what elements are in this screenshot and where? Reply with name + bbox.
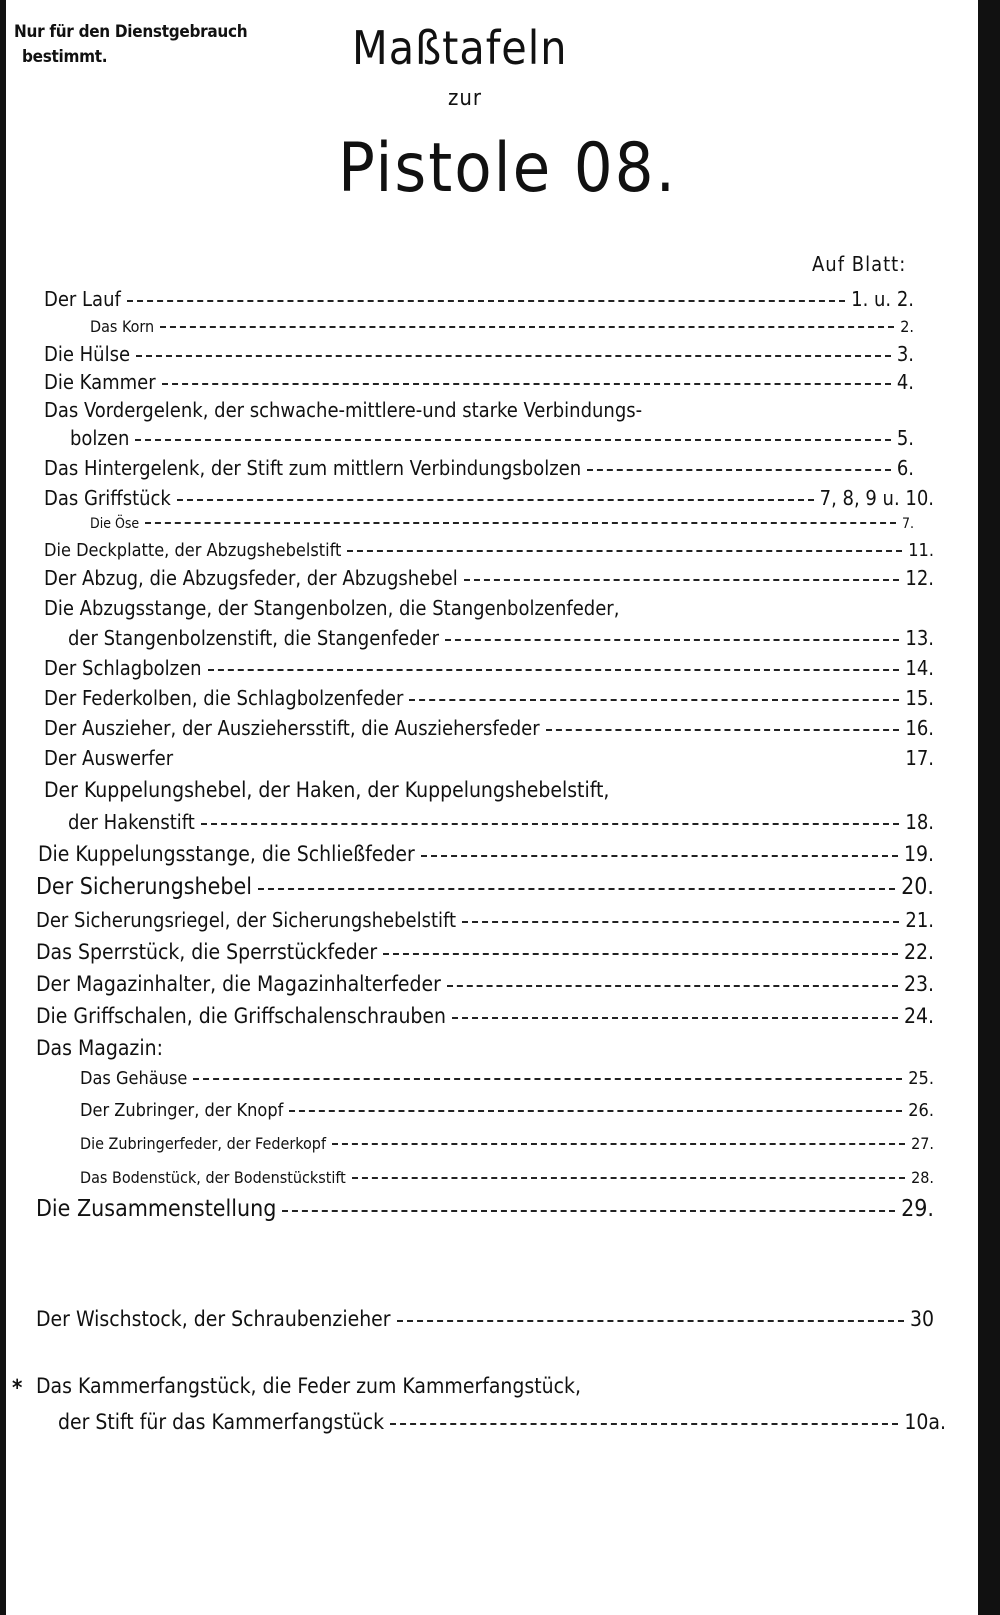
leader-dots xyxy=(464,579,900,581)
toc-entry-label: der Stift für das Kammerfangstück xyxy=(58,1410,385,1434)
leader-dots xyxy=(136,355,891,357)
toc-entry-page: 11. xyxy=(908,540,934,561)
leader-dots xyxy=(347,550,902,552)
toc-entry-label: Das Kammerfangstück, die Feder zum Kammerfangstück, xyxy=(36,1374,581,1398)
toc-entry-page: 27. xyxy=(911,1134,934,1153)
leader-dots xyxy=(193,1078,902,1080)
toc-entry-page: 15. xyxy=(905,686,934,710)
toc-entry-page: 13. xyxy=(905,626,934,650)
toc-entry-label: Der Magazinhalter, die Magazinhalterfeder xyxy=(36,972,441,996)
title-line-1: Maßtafeln xyxy=(352,21,568,75)
toc-entry-label: Das Vordergelenk, der schwache-mittlere-und starke Verbindungs- xyxy=(44,398,643,422)
usage-notice-line-2: bestimmt. xyxy=(22,47,108,67)
toc-entry xyxy=(44,540,934,561)
toc-entry-label: Der Sicherungsriegel, der Sicherungshebelstift xyxy=(36,908,457,932)
leader-dots xyxy=(282,1210,895,1212)
toc-entry xyxy=(70,426,914,450)
toc-entry-page: 23. xyxy=(903,972,934,996)
toc-entry-page: 24. xyxy=(903,1004,934,1028)
toc-entry-wrapped xyxy=(44,778,609,802)
leader-dots xyxy=(383,953,898,955)
toc-entry-page: 28. xyxy=(911,1168,934,1187)
title-line-3: Pistole 08. xyxy=(338,129,677,208)
right-border xyxy=(978,0,1000,1615)
toc-entry-page: 10a. xyxy=(904,1410,946,1434)
toc-entry-page: 22. xyxy=(903,940,934,964)
toc-entry xyxy=(80,1168,934,1187)
toc-entry-page: 12. xyxy=(905,566,934,590)
leader-dots xyxy=(135,439,890,441)
toc-entry-page: 4. xyxy=(896,370,914,394)
toc-entry-page: 26. xyxy=(908,1100,934,1121)
leader-dots xyxy=(452,1017,898,1019)
toc-entry-wrapped xyxy=(44,596,619,620)
toc-entry-page: 14. xyxy=(905,656,934,680)
toc-entry-label: Das Magazin: xyxy=(36,1036,163,1060)
leader-dots xyxy=(409,699,899,701)
toc-entry xyxy=(44,746,934,770)
toc-entry-label: bolzen xyxy=(70,426,130,450)
toc-entry-page: 16. xyxy=(905,716,934,740)
toc-entry-page: 19. xyxy=(903,842,934,866)
toc-entry xyxy=(80,1100,934,1121)
toc-entry xyxy=(90,516,914,532)
toc-entry xyxy=(36,940,934,964)
toc-entry-page: 6. xyxy=(896,456,914,480)
leader-dots xyxy=(160,326,894,328)
toc-entry-wrapped xyxy=(44,398,642,422)
toc-entry-label: Der Abzug, die Abzugsfeder, der Abzugshebel xyxy=(44,566,458,590)
leader-dots xyxy=(352,1177,905,1179)
leader-dots xyxy=(397,1320,904,1322)
toc-entry-label: Die Zubringerfeder, der Federkopf xyxy=(80,1134,327,1153)
toc-entry-label: Der Auswerfer xyxy=(44,746,174,770)
toc-entry-label: der Stangenbolzenstift, die Stangenfeder xyxy=(68,626,439,650)
toc-entry-page: 30 xyxy=(909,1307,934,1331)
usage-notice-line-1: Nur für den Dienstgebrauch xyxy=(14,22,248,42)
toc-entry xyxy=(44,656,934,680)
toc-entry-label: Das Korn xyxy=(90,317,155,336)
toc-entry-label: Der Kuppelungshebel, der Haken, der Kuppelungshebelstift, xyxy=(44,778,610,802)
toc-entry-label: Der Lauf xyxy=(44,287,121,311)
toc-entry-page: 18. xyxy=(905,810,934,834)
toc-entry-label: Das Griffstück xyxy=(44,486,171,510)
toc-entry-page: 3. xyxy=(896,342,914,366)
toc-entry xyxy=(58,1410,946,1434)
toc-entry-label: Die Zusammenstellung xyxy=(36,1196,277,1222)
toc-entry-label: Der Federkolben, die Schlagbolzenfeder xyxy=(44,686,404,710)
toc-entry-page: 25. xyxy=(908,1068,934,1089)
leader-dots xyxy=(447,985,898,987)
toc-entry-label: Der Auszieher, der Ausziehersstift, die Ausziehersfeder xyxy=(44,716,540,740)
toc-entry xyxy=(68,626,934,650)
toc-entry xyxy=(44,716,934,740)
leader-dots xyxy=(258,888,895,890)
toc-entry-page: 7, 8, 9 u. 10. xyxy=(819,486,934,510)
toc-entry xyxy=(80,1068,934,1089)
toc-entry-label: Die Hülse xyxy=(44,342,131,366)
toc-entry-label: Die Deckplatte, der Abzugshebelstift xyxy=(44,540,342,561)
toc-entry-label: Die Abzugsstange, der Stangenbolzen, die Stangenbolzenfeder, xyxy=(44,596,620,620)
toc-entry xyxy=(36,1307,934,1331)
toc-entry-label: der Hakenstift xyxy=(68,810,195,834)
leader-dots xyxy=(179,759,899,761)
toc-entry-label: Der Wischstock, der Schraubenzieher xyxy=(36,1307,391,1331)
toc-entry-page: 5. xyxy=(896,426,914,450)
toc-entry xyxy=(38,842,934,866)
leader-dots xyxy=(162,383,891,385)
toc-entry-page: 21. xyxy=(905,908,934,932)
leader-dots xyxy=(390,1423,898,1425)
leader-dots xyxy=(587,469,891,471)
toc-entry-label: Das Gehäuse xyxy=(80,1068,188,1089)
toc-entry xyxy=(90,317,914,336)
leader-dots xyxy=(145,522,896,524)
toc-entry xyxy=(36,874,934,900)
toc-entry-label: Der Zubringer, der Knopf xyxy=(80,1100,284,1121)
leader-dots xyxy=(208,669,900,671)
leader-dots xyxy=(445,639,899,641)
toc-entry xyxy=(36,908,934,932)
toc-entry-label: Der Sicherungshebel xyxy=(36,874,252,900)
leader-dots xyxy=(546,729,900,731)
title-line-2: zur xyxy=(448,86,483,111)
left-border xyxy=(0,0,6,1615)
toc-section-heading xyxy=(36,1036,163,1060)
toc-entry-wrapped xyxy=(36,1374,581,1398)
leader-dots xyxy=(201,823,900,825)
toc-entry-page: 17. xyxy=(905,746,934,770)
toc-entry xyxy=(80,1134,934,1153)
toc-entry-label: Der Schlagbolzen xyxy=(44,656,202,680)
footnote-marker: * xyxy=(12,1376,23,1401)
toc-entry-page: 20. xyxy=(901,874,934,900)
toc-entry xyxy=(44,370,914,394)
leader-dots xyxy=(177,499,814,501)
leader-dots xyxy=(332,1143,905,1145)
toc-entry xyxy=(44,342,914,366)
toc-entry-label: Das Sperrstück, die Sperrstückfeder xyxy=(36,940,378,964)
usage-notice xyxy=(14,20,247,70)
page-column-label: Auf Blatt: xyxy=(812,252,907,276)
toc-entry-page: 7. xyxy=(901,516,914,532)
leader-dots xyxy=(289,1110,902,1112)
toc-entry-page: 1. u. 2. xyxy=(851,287,914,311)
toc-entry-label: Das Bodenstück, der Bodenstückstift xyxy=(80,1168,346,1187)
leader-dots xyxy=(421,855,898,857)
toc-entry-label: Die Öse xyxy=(90,516,140,532)
toc-entry xyxy=(36,1196,934,1222)
leader-dots xyxy=(127,300,845,302)
toc-entry xyxy=(36,972,934,996)
toc-entry xyxy=(36,1004,934,1028)
toc-entry xyxy=(44,456,914,480)
toc-entry xyxy=(44,686,934,710)
leader-dots xyxy=(462,921,899,923)
toc-entry-page: 29. xyxy=(901,1196,934,1222)
toc-entry xyxy=(44,287,914,311)
toc-entry-label: Die Kuppelungsstange, die Schließfeder xyxy=(38,842,415,866)
toc-entry xyxy=(68,810,934,834)
toc-entry xyxy=(44,486,934,510)
toc-entry-label: Die Griffschalen, die Griffschalenschrauben xyxy=(36,1004,447,1028)
toc-entry xyxy=(44,566,934,590)
toc-entry-label: Das Hintergelenk, der Stift zum mittlern Verbindungsbolzen xyxy=(44,456,582,480)
toc-entry-page: 2. xyxy=(900,317,914,336)
toc-entry-label: Die Kammer xyxy=(44,370,156,394)
